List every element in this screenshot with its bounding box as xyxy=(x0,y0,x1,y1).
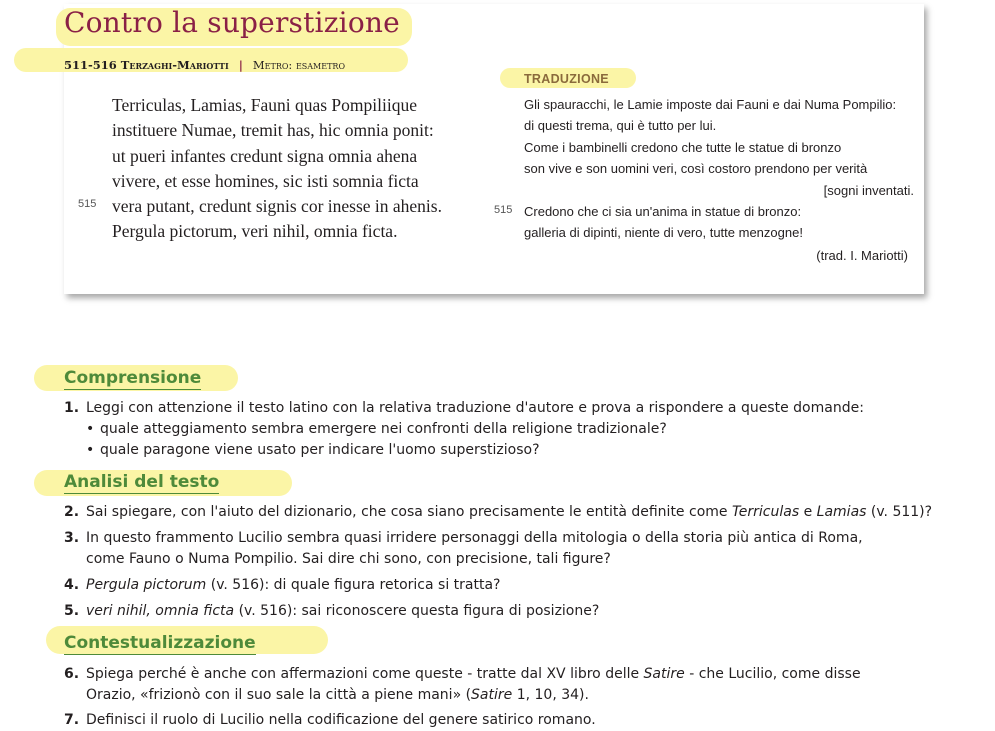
question-italic: Terriculas xyxy=(731,504,800,520)
question-text: 1, 10, 34). xyxy=(512,687,589,703)
translation-line: di questi trema, qui è tutto per lui. xyxy=(524,118,717,134)
question-number: 3. xyxy=(64,530,80,546)
question-italic: Pergula pictorum xyxy=(86,577,207,593)
translation-line: galleria di dipinti, niente di vero, tutte menzogne! xyxy=(524,225,803,241)
question-text: Leggi con attenzione il testo latino con la relativa traduzione d'autore e prova a rispondere a queste domande: xyxy=(86,400,864,416)
translation-line: Credono che ci sia un'anima in statue di bronzo: xyxy=(524,204,802,220)
latin-line: Terriculas, Lamias, Fauni quas Pompiliique xyxy=(112,95,417,115)
question-6 xyxy=(64,664,964,706)
verse-reference: 511-516 Terzaghi-Mariotti xyxy=(64,58,229,72)
source-reference xyxy=(64,58,345,72)
latin-text xyxy=(112,93,442,245)
question-italic: Satire xyxy=(643,666,685,682)
translation-line: Come i bambinelli credono che tutte le statue di bronzo xyxy=(524,139,842,155)
latin-line: instituere Numae, tremit has, hic omnia ponit: xyxy=(112,120,434,141)
question-text: Orazio, «frizionò con il suo sale la città a piene mani» ( xyxy=(86,687,472,703)
question-text: (v. 516): sai riconoscere questa figura di posizione? xyxy=(234,603,600,619)
question-italic: Satire xyxy=(471,687,513,703)
section-contestualizzazione: Contestualizzazione xyxy=(64,633,256,653)
question-text: Spiega perché è anche con affermazioni come queste - tratte dal XV libro delle xyxy=(86,666,644,682)
question-text: Sai spiegare, con l'aiuto del dizionario, che cosa siano precisamente le entità definite come xyxy=(86,504,732,520)
list-item xyxy=(64,440,964,461)
bullet-icon: • xyxy=(86,421,95,437)
bullet-icon: • xyxy=(86,442,95,458)
latin-verse-number: 515 xyxy=(78,198,97,210)
latin-line: Pergula pictorum, veri nihil, omnia ficta. xyxy=(112,221,398,242)
page-title: Contro la superstizione xyxy=(64,6,400,39)
question-number: 5. xyxy=(64,603,80,619)
question-1 xyxy=(64,398,964,461)
bullet-text: quale paragone viene usato per indicare l'uomo superstizioso? xyxy=(100,442,540,458)
question-text: - che Lucilio, come disse xyxy=(684,666,861,682)
question-2 xyxy=(64,502,964,523)
latin-line: ut pueri infantes credunt signa omnia ahena xyxy=(112,145,418,166)
question-text: (v. 516): di quale figura retorica si tratta? xyxy=(206,577,501,593)
question-7 xyxy=(64,710,964,731)
section-comprensione: Comprensione xyxy=(64,368,202,388)
translation-credit: (trad. I. Mariotti) xyxy=(816,248,908,263)
question-5 xyxy=(64,601,964,622)
question-3 xyxy=(64,528,964,570)
question-text: Definisci il ruolo di Lucilio nella codificazione del genere satirico romano. xyxy=(86,712,596,728)
question-text: come Fauno o Numa Pompilio. Sai dire chi sono, con precisione, tali figure? xyxy=(86,551,611,567)
question-text: e xyxy=(799,504,817,520)
section-analisi: Analisi del testo xyxy=(64,472,220,492)
question-number: 6. xyxy=(64,666,80,682)
separator: | xyxy=(238,58,243,72)
question-text: In questo frammento Lucilio sembra quasi irridere personaggi della mitologia o della storia più antica di Roma, xyxy=(86,530,863,546)
question-number: 1. xyxy=(64,400,80,416)
question-4 xyxy=(64,575,964,596)
translation-text xyxy=(524,94,914,244)
latin-line: vivere, et esse homines, sic isti somnia ficta xyxy=(112,170,419,191)
question-italic: Lamias xyxy=(816,504,867,520)
latin-line: vera putant, credunt signis cor inesse in ahenis. xyxy=(112,196,442,217)
question-number: 4. xyxy=(64,577,80,593)
question-text: (v. 511)? xyxy=(866,504,933,520)
translation-line: son vive e son uomini veri, così costoro prendono per verità xyxy=(524,161,868,177)
translation-line: [sogni inventati. xyxy=(823,182,914,198)
list-item xyxy=(64,419,964,440)
question-number: 7. xyxy=(64,712,80,728)
translation-line: Gli spauracchi, le Lamie imposte dai Fauni e dai Numa Pompilio: xyxy=(524,97,897,112)
question-number: 2. xyxy=(64,504,80,520)
translation-heading: TRADUZIONE xyxy=(524,72,609,86)
translation-verse-number: 515 xyxy=(494,204,513,216)
bullet-text: quale atteggiamento sembra emergere nei confronti della religione tradizionale? xyxy=(100,421,667,437)
metre-label: Metro: esametro xyxy=(252,58,346,72)
question-italic: veri nihil, omnia ficta xyxy=(86,603,235,619)
